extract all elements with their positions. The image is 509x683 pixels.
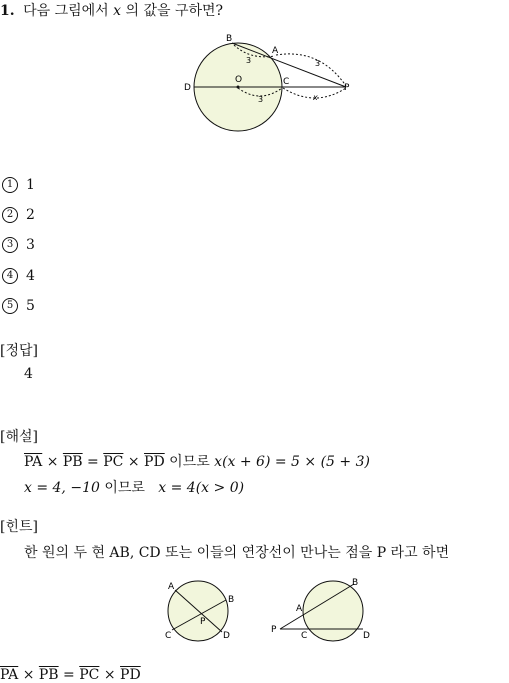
center-point-o [237, 86, 240, 89]
seg-label-oc: 3 [258, 95, 264, 104]
question-number: 1. [0, 3, 15, 19]
explanation-solutions: x = 4, −10 [24, 480, 100, 496]
segment-pd: $\overline{PD}$ [144, 454, 165, 470]
hint-left-label-p: P [200, 617, 206, 627]
formula-pa: $\overline{PA}$ [0, 667, 19, 683]
hint-figure-left [160, 576, 240, 646]
explanation-header: [해설] [0, 429, 38, 445]
hint-left-label-b: B [228, 595, 235, 605]
question-text-post: 의 값을 구하면? [125, 3, 224, 19]
option-mark: 3 [2, 237, 18, 253]
option-value: 1 [26, 177, 35, 193]
hint-right-label-b: B [352, 578, 359, 588]
explanation-line-1: $\overline{PA} \times \overline{PB} = \overline{PC} \times \overline{PD}$ 이므로 x(x + 6) = 5 × (5 + 3) [24, 454, 370, 470]
main-figure [180, 28, 360, 138]
hint-right-label-p: P [271, 625, 277, 635]
label-p: P [344, 83, 350, 93]
label-c: C [283, 77, 290, 87]
formula-pd: $\overline{PD}$ [120, 667, 141, 683]
segment-pa: $\overline{PA}$ [24, 454, 43, 470]
label-d: D [184, 83, 191, 93]
option-mark: 5 [2, 298, 18, 314]
option-mark: 4 [2, 268, 18, 284]
label-b: B [226, 34, 233, 44]
question-title [0, 0, 223, 20]
explanation-equation: x(x + 6) = 5 × (5 + 3) [214, 454, 370, 470]
option-value: 4 [26, 268, 35, 284]
label-a: A [272, 46, 279, 56]
formula-pc: $\overline{PC}$ [79, 667, 100, 683]
seg-label-cp: x [313, 93, 318, 102]
hint-right-label-d: D [363, 631, 370, 641]
explanation-text: 이므로 [104, 480, 145, 496]
segment-pc: $\overline{PC}$ [103, 454, 124, 470]
option-mark: 2 [2, 207, 18, 223]
formula-pb: $\overline{PB}$ [38, 667, 59, 683]
explanation-line-2 [24, 477, 244, 497]
segment-pb: $\overline{PB}$ [62, 454, 83, 470]
question-text-pre: 다음 그림에서 [23, 3, 109, 19]
option-value: 5 [26, 298, 35, 314]
answer-header: [정답] [0, 343, 38, 359]
option-mark: 1 [2, 177, 18, 193]
seg-label-ba: 3 [246, 56, 252, 65]
hint-figure-right [268, 576, 378, 646]
explanation-text: 이므로 [169, 454, 210, 470]
hint-left-label-a: A [168, 582, 175, 592]
answer-value: 4 [24, 366, 33, 382]
option-4[interactable] [2, 268, 35, 284]
seg-label-ap: 3 [315, 59, 321, 68]
question-variable: x [113, 3, 122, 19]
hint-formula: $\overline{PA} \times \overline{PB} = \overline{PC} \times \overline{PD}$ [0, 667, 141, 683]
option-value: 3 [26, 237, 35, 253]
hint-left-label-d: D [223, 631, 230, 641]
hint-header: [힌트] [0, 519, 38, 535]
explanation-result: x = 4(x > 0) [158, 480, 245, 496]
hint-text: 한 원의 두 현 AB, CD 또는 이들의 연장선이 만나는 점을 P 라고 하면 [24, 545, 450, 561]
label-o: O [235, 75, 243, 85]
hint-circle-right [303, 581, 363, 641]
option-2[interactable] [2, 207, 35, 223]
option-5[interactable] [2, 298, 35, 314]
hint-right-label-c: C [301, 631, 308, 641]
option-1[interactable] [2, 177, 35, 193]
hint-right-label-a: A [296, 604, 303, 614]
hint-left-label-c: C [165, 631, 172, 641]
option-value: 2 [26, 207, 35, 223]
option-3[interactable] [2, 237, 35, 253]
